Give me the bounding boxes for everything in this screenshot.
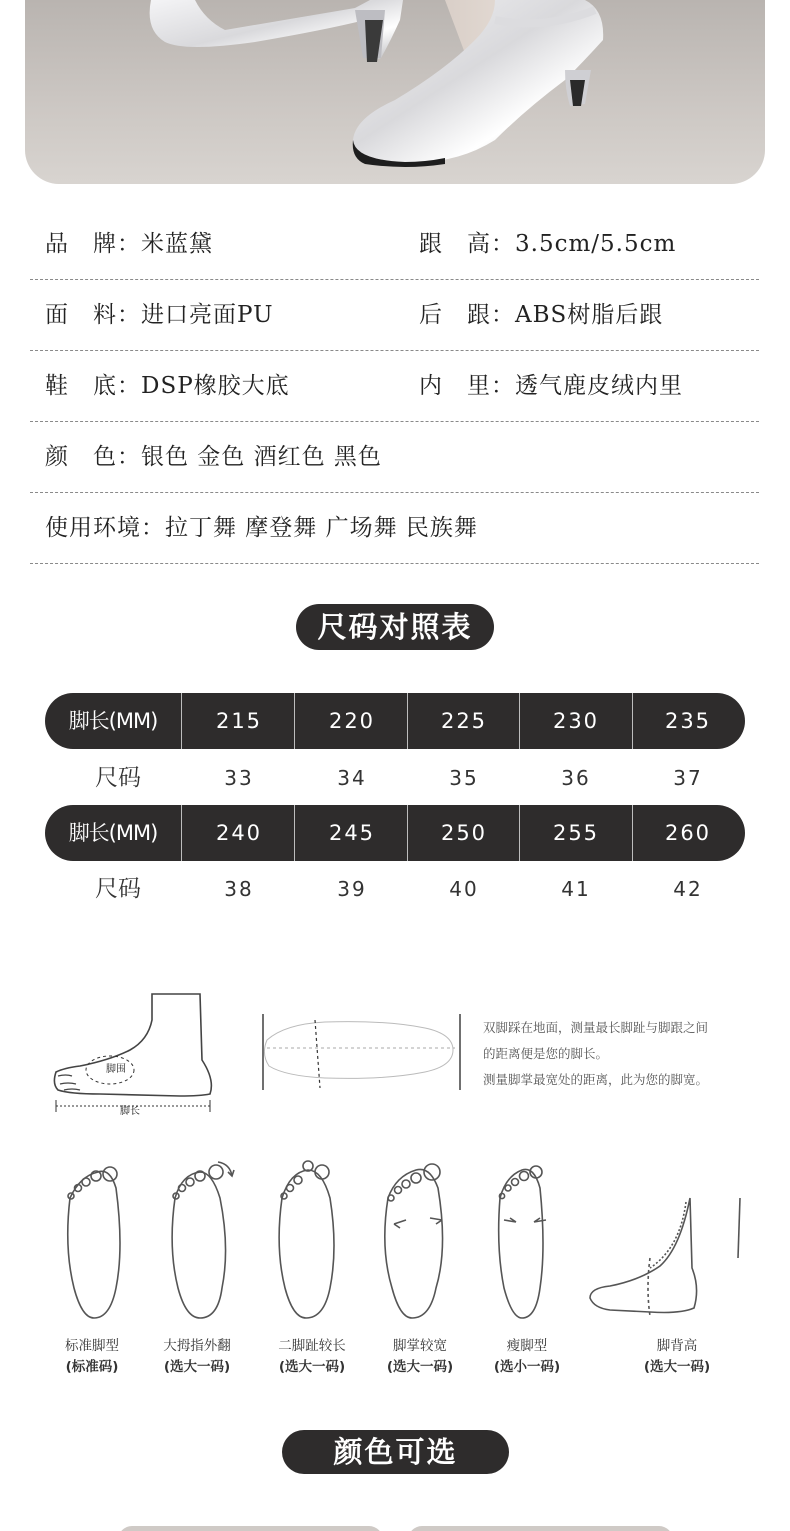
measure-instruction-3: 测量脚掌最宽处的距离，此为您的脚宽。 [483,1072,709,1087]
size-cell: 37 [673,766,703,790]
spec-value: 3.5cm/5.5cm [515,231,677,257]
long-second-toe-foot-icon [279,1170,334,1318]
spec-key: 品 牌： [45,231,141,257]
foot-type-long-toe [252,1336,372,1378]
length-cell: 235 [664,709,712,733]
product-photo [25,0,765,184]
color-section-title: 颜色可选 [282,1430,509,1474]
spec-row-sole-lining [30,351,759,422]
divider [181,805,182,861]
silver-shoes-illustration [25,0,765,184]
spec-row-usage [30,493,759,564]
foot-type-tip: (选大一码) [278,1359,346,1375]
length-cell: 240 [215,821,263,845]
foot-top-measure-diagram [255,1010,470,1094]
bunion-foot-icon [172,1172,225,1318]
spec-key: 鞋 底： [45,373,141,399]
foot-type-name: 瘦脚型 [506,1338,548,1354]
length-cell: 220 [328,709,376,733]
standard-foot-icon [68,1171,120,1318]
size-cell: 36 [561,766,591,790]
length-cell: 230 [552,709,600,733]
size-cell: 33 [224,766,254,790]
size-header: 尺码 [95,876,141,902]
spec-value: 银色 金色 酒红色 黑色 [141,444,382,470]
length-header: 脚长(MM) [68,709,158,733]
measure-instruction-1: 双脚踩在地面，测量最长脚趾与脚跟之间 [483,1020,709,1035]
foot-type-name: 脚掌较宽 [393,1338,447,1354]
size-row-2 [45,861,745,917]
spec-heel-height [419,209,676,279]
length-cell: 215 [215,709,263,733]
foot-type-name: 二脚趾较长 [278,1338,346,1354]
spec-key: 后 跟： [419,302,515,328]
foot-type-name: 标准脚型 [65,1338,119,1354]
color-thumbnail [408,1526,673,1531]
length-cell: 245 [328,821,376,845]
size-header: 尺码 [95,765,141,791]
measure-instruction-2: 的距离便是您的脚长。 [483,1046,609,1061]
size-row-1 [45,750,745,806]
foot-type-name: 脚背高 [656,1338,698,1354]
narrow-foot-icon [499,1169,543,1318]
spec-value: ABS树脂后跟 [515,302,664,328]
spec-brand [45,209,213,279]
spec-lining [419,351,683,421]
length-row-1 [45,693,745,749]
size-cell: 40 [449,877,479,901]
spec-row-material-heel [30,280,759,351]
wide-foot-icon [385,1169,443,1318]
girth-label: 脚围 [106,1064,126,1075]
spec-sole [45,351,290,421]
divider [294,693,295,749]
foot-type-tip: (标准码) [65,1359,119,1375]
length-label: 脚长 [120,1106,140,1117]
length-cell: 255 [552,821,600,845]
foot-type-standard [32,1336,152,1378]
size-cell: 35 [449,766,479,790]
divider [181,693,182,749]
spec-back-heel [419,280,663,350]
spec-row-color [30,422,759,493]
spec-key: 使用环境： [45,515,165,541]
foot-type-tip: (选大一码) [163,1359,231,1375]
foot-type-wide [360,1336,480,1378]
size-cell: 34 [337,766,367,790]
spec-color [45,422,382,492]
spec-row-brand-heel [30,209,759,280]
spec-usage [45,493,478,563]
size-cell: 42 [673,877,703,901]
spec-value: 透气鹿皮绒内里 [515,373,683,399]
spec-key: 内 里： [419,373,515,399]
high-instep-foot-icon [590,1198,697,1313]
foot-type-high-instep [617,1336,737,1378]
size-cell: 39 [337,877,367,901]
spec-value: DSP橡胶大底 [141,373,290,399]
length-cell: 250 [440,821,488,845]
foot-type-tip: (选大一码) [386,1359,454,1375]
foot-side-measure-diagram [50,990,220,1120]
length-cell: 225 [440,709,488,733]
length-cell: 260 [664,821,712,845]
divider [294,805,295,861]
spec-material [45,280,273,350]
foot-type-tip: (选小一码) [493,1359,561,1375]
spec-value: 米蓝黛 [141,231,213,257]
spec-key: 颜 色： [45,444,141,470]
color-thumbnail [118,1526,383,1531]
size-cell: 38 [224,877,254,901]
length-header: 脚长(MM) [68,821,158,845]
foot-types-illustration [50,1158,750,1328]
foot-type-name: 大拇指外翻 [163,1338,231,1354]
foot-type-bunion [137,1336,257,1378]
spec-value: 拉丁舞 摩登舞 广场舞 民族舞 [165,515,478,541]
spec-key: 跟 高： [419,231,515,257]
length-row-2 [45,805,745,861]
spec-key: 面 料： [45,302,141,328]
size-cell: 41 [561,877,591,901]
foot-type-narrow [467,1336,587,1378]
spec-value: 进口亮面PU [141,302,274,328]
foot-type-tip: (选大一码) [643,1359,711,1375]
size-chart-title: 尺码对照表 [296,604,494,650]
